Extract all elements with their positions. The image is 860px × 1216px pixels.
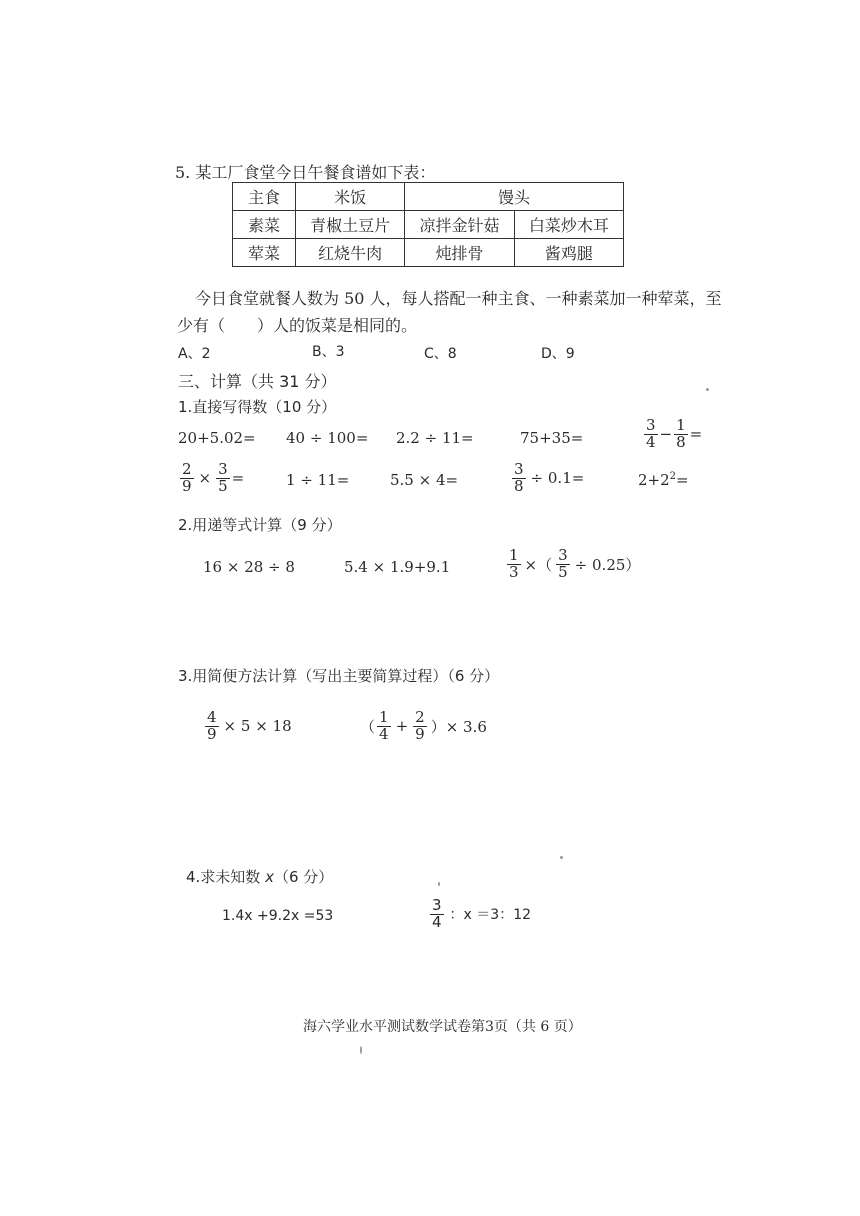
scan-speck xyxy=(560,856,563,859)
option-c: C、8 xyxy=(424,346,457,362)
plus-sign: + xyxy=(395,717,409,736)
open-paren: （ xyxy=(360,717,376,736)
title-suffix: （6 分） xyxy=(273,868,334,886)
fraction-numerator: 1 xyxy=(379,708,389,726)
part1-title: 1.直接写得数（10 分） xyxy=(178,398,337,416)
meat-label: 荤菜 xyxy=(233,239,296,267)
p4-e1: 1.4x +9.2x =53 xyxy=(222,908,334,924)
fraction-denominator: 9 xyxy=(182,476,192,495)
problem5-question-line2: 少有（ ）人的饭菜是相同的。 xyxy=(177,316,418,335)
option-b: B、3 xyxy=(312,344,345,360)
fraction-denominator: 9 xyxy=(207,724,217,743)
p2-e1: 16 × 28 ÷ 8 xyxy=(203,558,295,576)
fraction-numerator: 3 xyxy=(218,460,228,478)
fraction-numerator: 3 xyxy=(646,416,656,434)
p1-r1-c: 2.2 ÷ 11= xyxy=(396,429,474,447)
fraction-numerator: 3 xyxy=(432,896,442,914)
staple-cell: 米饭 xyxy=(296,183,405,211)
p2-e2: 5.4 × 1.9+9.1 xyxy=(344,558,451,576)
equals-sign: = xyxy=(231,469,245,488)
problem5-intro: 5. 某工厂食堂今日午餐食谱如下表： xyxy=(175,163,436,182)
expression-middle: ×（ xyxy=(524,555,553,574)
meat-cell: 红烧牛肉 xyxy=(296,239,405,267)
veg-cell: 白菜炒木耳 xyxy=(514,211,623,239)
fraction-denominator: 9 xyxy=(415,724,425,743)
fraction-numerator: 3 xyxy=(514,460,524,478)
p1-r1-e xyxy=(642,418,702,451)
p1-r2-c: 5.5 × 4= xyxy=(390,471,459,489)
p1-r1-a: 20+5.02= xyxy=(178,429,256,447)
fraction-denominator: 8 xyxy=(514,476,524,495)
expression-tail: × 5 × 18 xyxy=(223,717,292,736)
expression-tail: ）× 3.6 xyxy=(430,717,487,736)
scan-speck xyxy=(706,388,709,391)
option-a: A、2 xyxy=(178,346,211,362)
p4-e2 xyxy=(428,898,531,931)
veg-cell: 凉拌金针菇 xyxy=(405,211,514,239)
page-footer: 海六学业水平测试数学试卷第3页（共 6 页） xyxy=(303,1019,582,1035)
equals-sign: = xyxy=(689,425,703,444)
problem5-question-line1: 今日食堂就餐人数为 50 人，每人搭配一种主食、一种素菜加一种荤菜，至 xyxy=(195,289,722,308)
expression-tail: ÷ 0.25） xyxy=(574,555,641,574)
meat-cell: 炖排骨 xyxy=(405,239,514,267)
fraction-numerator: 1 xyxy=(676,416,686,434)
exponent: 2 xyxy=(669,471,677,482)
title-prefix: 4.求未知数 xyxy=(186,868,266,886)
p1-r2-d xyxy=(510,462,584,495)
fraction-denominator: 5 xyxy=(218,476,228,495)
fraction-numerator: 1 xyxy=(509,546,519,564)
staple-label: 主食 xyxy=(233,183,296,211)
p2-e3 xyxy=(505,548,640,581)
fraction-numerator: 2 xyxy=(415,708,425,726)
p1-r1-d: 75+35= xyxy=(520,429,584,447)
meat-cell: 酱鸡腿 xyxy=(514,239,623,267)
fraction-denominator: 8 xyxy=(676,432,686,451)
fraction-denominator: 4 xyxy=(379,724,389,743)
p1-r2-b: 1 ÷ 11= xyxy=(286,471,350,489)
fraction-denominator: 4 xyxy=(432,912,442,931)
times-sign: × xyxy=(198,469,212,488)
part2-title: 2.用递等式计算（9 分） xyxy=(178,516,342,534)
fraction-denominator: 3 xyxy=(509,562,519,581)
veg-label: 素菜 xyxy=(233,211,296,239)
fraction-denominator: 4 xyxy=(646,432,656,451)
p3-e1 xyxy=(203,710,292,743)
expression-tail: ÷ 0.1= xyxy=(530,469,585,488)
scan-speck xyxy=(360,1046,362,1054)
staple-cell: 馒头 xyxy=(405,183,624,211)
fraction-numerator: 3 xyxy=(558,546,568,564)
fraction-numerator: 2 xyxy=(182,460,192,478)
menu-table xyxy=(232,182,624,267)
scan-speck xyxy=(438,882,440,886)
expression-base: 2+2 xyxy=(638,471,670,489)
p1-r2-e xyxy=(638,471,689,489)
expression-tail: ：x ＝3：12 xyxy=(449,907,532,924)
section3-title: 三、计算（共 31 分） xyxy=(178,372,337,391)
p3-e2 xyxy=(360,710,487,743)
p1-r2-a xyxy=(178,462,244,495)
variable-x: x xyxy=(265,868,274,886)
fraction-numerator: 4 xyxy=(207,708,217,726)
veg-cell: 青椒土豆片 xyxy=(296,211,405,239)
fraction-denominator: 5 xyxy=(558,562,568,581)
p1-r1-b: 40 ÷ 100= xyxy=(286,429,369,447)
part4-title xyxy=(186,866,333,887)
minus-sign: − xyxy=(659,425,673,444)
equals-sign: = xyxy=(676,471,689,489)
option-d: D、9 xyxy=(541,346,575,362)
part3-title: 3.用简便方法计算（写出主要简算过程）（6 分） xyxy=(178,667,500,685)
